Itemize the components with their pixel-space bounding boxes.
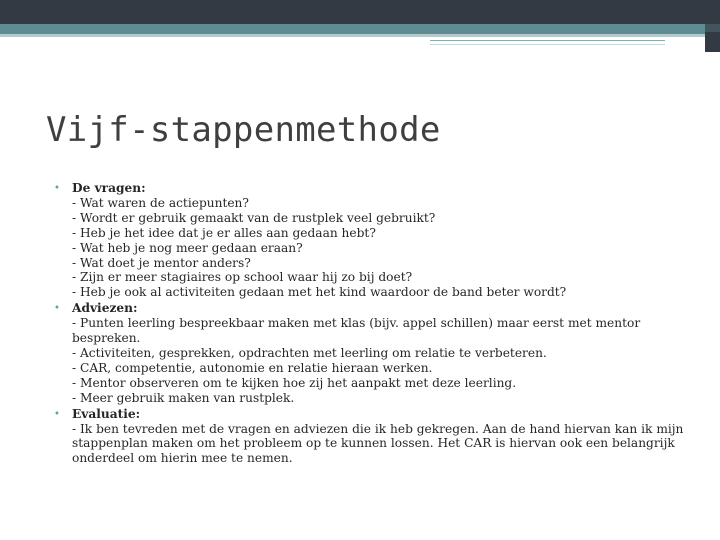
- list-item: - Mentor observeren om te kijken hoe zij het aanpakt met deze leerling.: [72, 375, 517, 390]
- list-item: - Zijn er meer stagiaires op school waar hij zo bij doet?: [72, 270, 413, 285]
- list-item: - Wat heb je nog meer gedaan eraan?: [72, 240, 303, 255]
- list-item: - Wat doet je mentor anders?: [72, 255, 251, 270]
- section-heading: Adviezen:: [72, 301, 138, 316]
- section-de-vragen: [54, 181, 684, 300]
- section-heading: Evaluatie:: [72, 406, 141, 421]
- bullet-icon: •: [54, 303, 60, 315]
- section-heading: De vragen:: [72, 181, 146, 195]
- bullet-icon: •: [54, 408, 60, 420]
- header-rule-secondary: [430, 44, 665, 45]
- list-item: - CAR, competentie, autonomie en relatie hieraan werken.: [72, 360, 433, 375]
- slide-title: Vijf-stappenmethode: [46, 110, 441, 150]
- header-rule: [430, 40, 665, 41]
- section-adviezen: [54, 301, 684, 405]
- list-item: - Wat waren de actiepunten?: [72, 195, 249, 210]
- bullet-icon: •: [54, 183, 60, 194]
- header-band-teal: [0, 24, 705, 34]
- list-item: - Activiteiten, gesprekken, opdrachten met leerling om relatie te verbeteren.: [72, 345, 547, 360]
- list-item: - Ik ben tevreden met de vragen en adviezen die ik heb gekregen. Aan de hand hiervan kan ik mijn stappenplan maken om het probleem op te kunnen lossen. Het CAR is hiervan ook een belangrijk onderdeel om hierin mee te nemen.: [72, 421, 684, 466]
- slide-body: [54, 181, 684, 467]
- list-item: - Heb je ook al activiteiten gedaan met het kind waardoor de band beter wordt?: [72, 285, 567, 300]
- corner-block-accent: [705, 24, 720, 32]
- list-item: - Wordt er gebruik gemaakt van de rustplek veel gebruikt?: [72, 210, 436, 225]
- list-item: - Heb je het idee dat je er alles aan gedaan hebt?: [72, 225, 376, 240]
- list-item: - Punten leerling bespreekbaar maken met klas (bijv. appel schillen) maar eerst met mentor bespreken.: [72, 316, 641, 346]
- header-band-light: [0, 34, 705, 37]
- list-item: - Meer gebruik maken van rustplek.: [72, 390, 295, 405]
- section-evaluatie: [54, 407, 684, 467]
- header-band-dark: [0, 0, 720, 24]
